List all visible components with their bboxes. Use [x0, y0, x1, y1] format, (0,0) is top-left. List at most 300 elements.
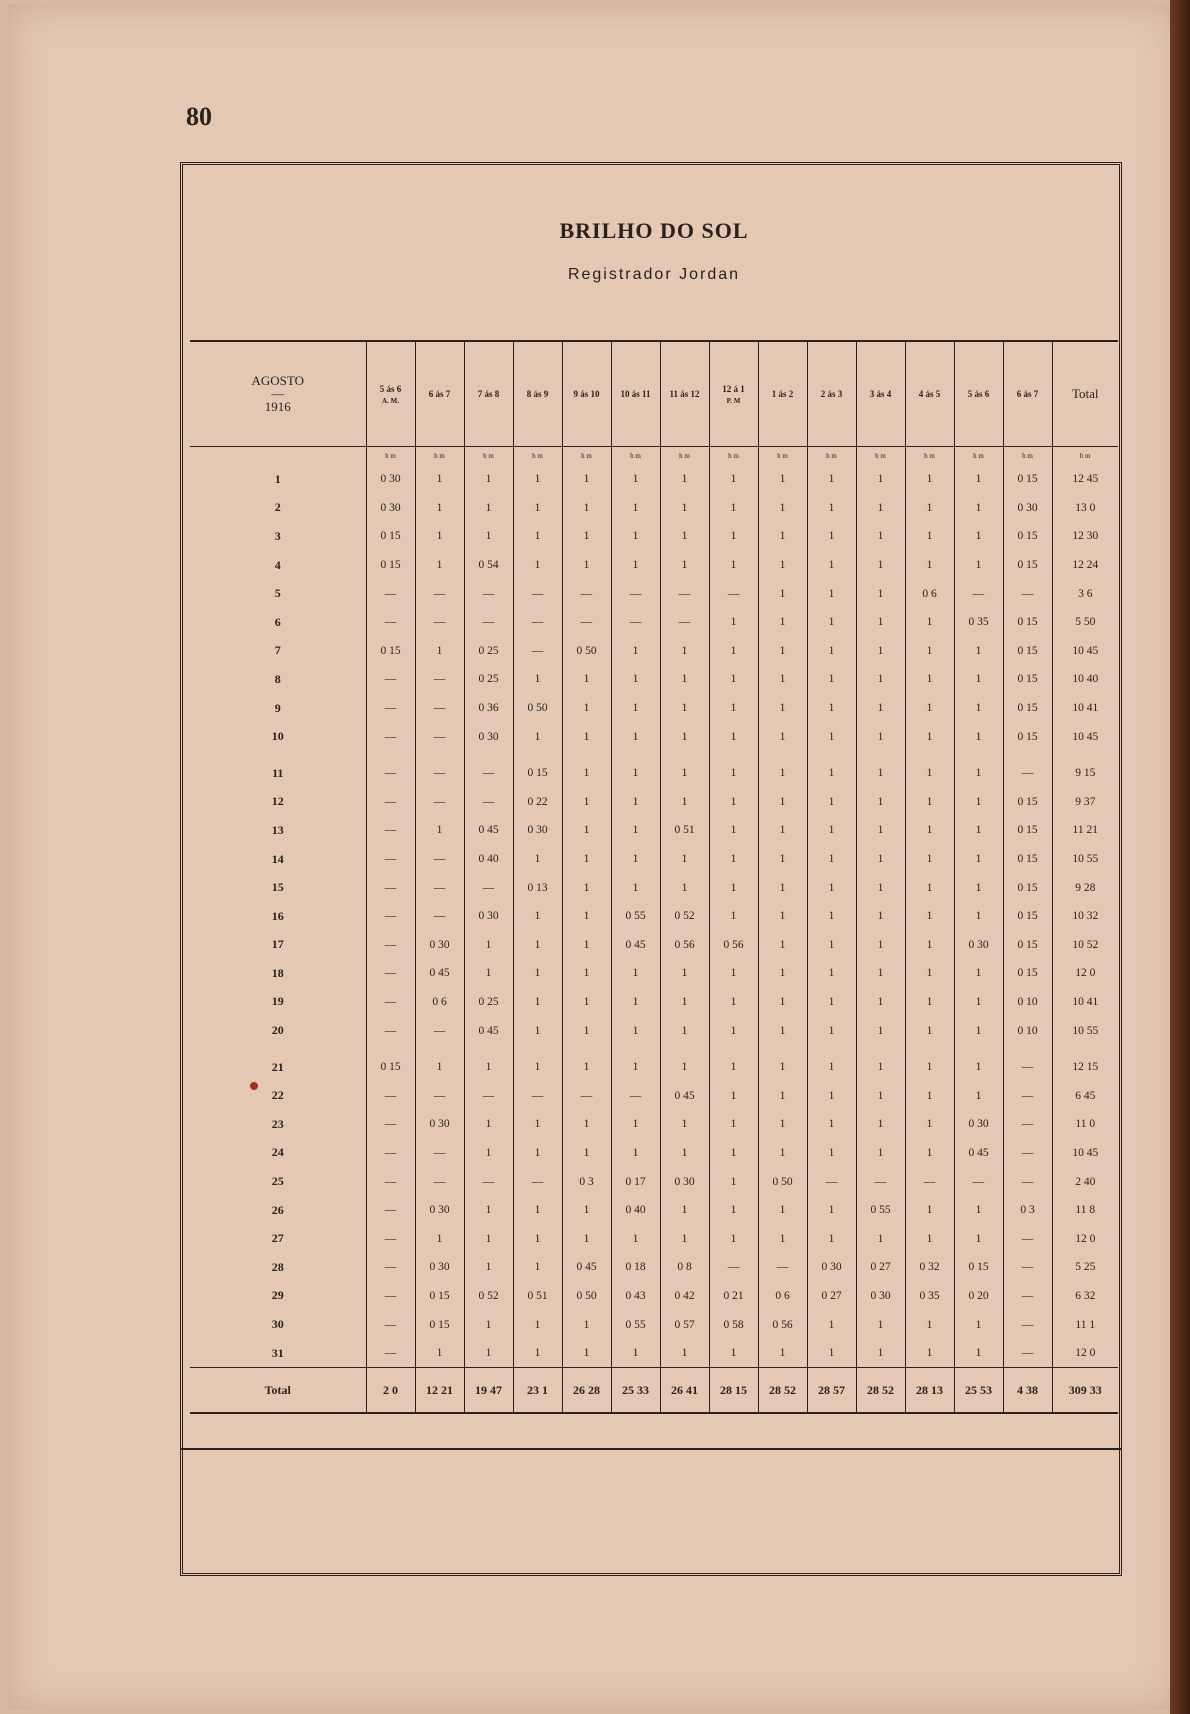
row-spacer: [190, 751, 1118, 759]
hour-value-cell: 0 15: [366, 1053, 415, 1082]
hour-value-cell: 1: [464, 1196, 513, 1225]
book-spine-edge: [1170, 0, 1190, 1714]
hour-value-cell: —: [1003, 579, 1052, 608]
hour-value-cell: 1: [611, 665, 660, 694]
hour-value-cell: 1: [758, 608, 807, 637]
hour-value-cell: 1: [856, 1310, 905, 1339]
hour-value-cell: 1: [758, 637, 807, 666]
day-number: 26: [271, 1202, 284, 1217]
hour-value-cell: —: [513, 637, 562, 666]
hour-value-cell: 1: [758, 665, 807, 694]
hour-value-cell: 1: [709, 665, 758, 694]
hour-value-cell: 0 30: [366, 465, 415, 494]
hour-value-cell: —: [415, 788, 464, 817]
column-total-cell: 28 52: [758, 1368, 807, 1414]
day-number: 5: [274, 586, 281, 601]
hour-value-cell: 1: [807, 522, 856, 551]
column-total-cell: 28 57: [807, 1368, 856, 1414]
day-number: 10: [271, 729, 284, 744]
hour-value-cell: 1: [954, 465, 1003, 494]
hour-value-cell: —: [415, 845, 464, 874]
hour-value-cell: 0 15: [1003, 551, 1052, 580]
row-total-cell: 12 15: [1052, 1053, 1118, 1082]
hour-column-label: 6 ás 7: [1016, 389, 1039, 399]
month-year: 1916: [264, 399, 291, 414]
hour-value-cell: —: [366, 1224, 415, 1253]
hour-value-cell: 1: [954, 759, 1003, 788]
hour-value-cell: —: [513, 1081, 562, 1110]
hour-value-cell: —: [1003, 1282, 1052, 1311]
hour-column-label: 9 ás 10: [573, 389, 600, 399]
hour-value-cell: 0 15: [1003, 788, 1052, 817]
hour-value-cell: 1: [807, 1310, 856, 1339]
hour-value-cell: 1: [856, 722, 905, 751]
hour-value-cell: 0 30: [954, 931, 1003, 960]
hour-value-cell: —: [1003, 1310, 1052, 1339]
hour-value-cell: 0 56: [709, 931, 758, 960]
hour-value-cell: 1: [415, 494, 464, 523]
hour-value-cell: 0 25: [464, 637, 513, 666]
hour-value-cell: 1: [954, 788, 1003, 817]
hour-value-cell: 0 50: [513, 694, 562, 723]
hour-value-cell: —: [415, 665, 464, 694]
hour-value-cell: 1: [758, 1110, 807, 1139]
hour-value-cell: 1: [905, 816, 954, 845]
hour-value-cell: 1: [709, 722, 758, 751]
hour-value-cell: 1: [611, 816, 660, 845]
column-total-cell: 12 21: [415, 1368, 464, 1414]
hour-value-cell: 1: [660, 665, 709, 694]
hour-value-cell: 1: [856, 788, 905, 817]
hour-value-cell: 0 30: [1003, 494, 1052, 523]
hour-column-header: [660, 342, 709, 447]
hour-value-cell: 1: [611, 959, 660, 988]
hour-column-header: [1003, 342, 1052, 447]
hour-value-cell: —: [366, 873, 415, 902]
hour-value-cell: 1: [464, 1253, 513, 1282]
hour-value-cell: 1: [513, 902, 562, 931]
hour-value-cell: —: [366, 1110, 415, 1139]
hour-value-cell: —: [954, 579, 1003, 608]
hour-value-cell: 0 30: [464, 902, 513, 931]
table-row: [190, 494, 1118, 523]
hour-value-cell: 1: [954, 988, 1003, 1017]
hour-value-cell: —: [562, 579, 611, 608]
day-number: 9: [274, 700, 281, 715]
spacer-cell: [807, 751, 856, 759]
hour-value-cell: 1: [660, 873, 709, 902]
hour-value-cell: —: [513, 1167, 562, 1196]
hour-value-cell: 1: [807, 551, 856, 580]
hour-value-cell: 0 13: [513, 873, 562, 902]
hour-value-cell: —: [366, 1253, 415, 1282]
hour-value-cell: 1: [415, 465, 464, 494]
hour-value-cell: —: [611, 608, 660, 637]
hour-value-cell: 1: [562, 816, 611, 845]
hour-value-cell: 1: [807, 1224, 856, 1253]
hour-column-header: [562, 342, 611, 447]
hour-value-cell: —: [415, 1016, 464, 1045]
hour-value-cell: 1: [660, 1339, 709, 1368]
hour-column-label: 6 ás 7: [428, 389, 451, 399]
hour-value-cell: 1: [562, 1016, 611, 1045]
table-row: [190, 1339, 1118, 1368]
hour-column-header: [905, 342, 954, 447]
column-total-cell: 19 47: [464, 1368, 513, 1414]
hour-value-cell: 0 55: [611, 902, 660, 931]
hour-value-cell: —: [366, 902, 415, 931]
hour-value-cell: 0 15: [415, 1310, 464, 1339]
hour-value-cell: 1: [758, 579, 807, 608]
hour-value-cell: 1: [856, 1081, 905, 1110]
hour-value-cell: 1: [611, 694, 660, 723]
hour-value-cell: 1: [660, 522, 709, 551]
hour-value-cell: —: [464, 608, 513, 637]
hour-value-cell: 1: [758, 845, 807, 874]
hour-value-cell: 1: [562, 1110, 611, 1139]
hour-value-cell: 1: [758, 959, 807, 988]
day-number: 30: [271, 1317, 284, 1332]
hour-value-cell: 1: [807, 873, 856, 902]
day-number: 8: [274, 671, 281, 686]
hour-value-cell: 1: [513, 465, 562, 494]
hour-value-cell: 1: [415, 1224, 464, 1253]
hour-value-cell: 0 52: [660, 902, 709, 931]
totals-label: Total: [190, 1368, 366, 1414]
table-row: [190, 1053, 1118, 1082]
hour-value-cell: —: [611, 579, 660, 608]
hour-value-cell: 0 45: [611, 931, 660, 960]
hour-value-cell: 1: [807, 579, 856, 608]
day-number: 23: [271, 1116, 284, 1131]
hour-value-cell: —: [366, 608, 415, 637]
table-row: [190, 1253, 1118, 1282]
hour-value-cell: 1: [807, 931, 856, 960]
table-body: [190, 465, 1118, 1368]
hour-value-cell: 1: [611, 722, 660, 751]
hour-value-cell: 1: [709, 551, 758, 580]
hour-value-cell: 1: [611, 1016, 660, 1045]
day-number: 11: [272, 765, 284, 780]
hour-value-cell: 1: [905, 1339, 954, 1368]
hour-value-cell: 0 30: [856, 1282, 905, 1311]
hour-value-cell: 0 15: [1003, 873, 1052, 902]
hour-value-cell: 1: [660, 1139, 709, 1168]
hour-value-cell: —: [513, 608, 562, 637]
column-total-cell: 25 33: [611, 1368, 660, 1414]
row-total-cell: 12 24: [1052, 551, 1118, 580]
hour-value-cell: 1: [562, 1053, 611, 1082]
hour-value-cell: 0 50: [758, 1167, 807, 1196]
table-row: [190, 694, 1118, 723]
hour-value-cell: 1: [415, 816, 464, 845]
hour-value-cell: 1: [807, 959, 856, 988]
hour-value-cell: 1: [758, 1139, 807, 1168]
hour-value-cell: 1: [611, 873, 660, 902]
row-total-cell: 11 21: [1052, 816, 1118, 845]
hour-value-cell: 1: [513, 845, 562, 874]
hour-value-cell: 1: [856, 637, 905, 666]
hour-value-cell: 1: [856, 1139, 905, 1168]
hour-column-header: [709, 342, 758, 447]
hour-value-cell: 1: [660, 1053, 709, 1082]
hour-value-cell: 1: [905, 1224, 954, 1253]
hour-value-cell: —: [1003, 1081, 1052, 1110]
hour-value-cell: 1: [464, 959, 513, 988]
hour-value-cell: —: [415, 722, 464, 751]
spacer-cell: [660, 751, 709, 759]
hour-value-cell: 1: [562, 465, 611, 494]
hour-value-cell: 1: [611, 465, 660, 494]
hour-column-label: 1 ás 2: [771, 389, 794, 399]
hour-value-cell: 0 55: [611, 1310, 660, 1339]
row-total-cell: 12 0: [1052, 1339, 1118, 1368]
hour-value-cell: —: [464, 579, 513, 608]
hour-value-cell: 1: [562, 494, 611, 523]
hour-value-cell: 1: [856, 759, 905, 788]
day-number: 15: [271, 880, 284, 895]
unit-label: h m: [366, 447, 415, 466]
hour-value-cell: 0 30: [464, 722, 513, 751]
row-total-cell: 10 32: [1052, 902, 1118, 931]
table-row: [190, 845, 1118, 874]
hour-value-cell: 0 45: [415, 959, 464, 988]
table-row: [190, 1139, 1118, 1168]
row-total-cell: 10 45: [1052, 722, 1118, 751]
unit-label: h m: [513, 447, 562, 466]
hour-value-cell: 1: [562, 845, 611, 874]
hour-value-cell: 1: [807, 988, 856, 1017]
hour-value-cell: 1: [464, 1139, 513, 1168]
hour-value-cell: 0 42: [660, 1282, 709, 1311]
hour-value-cell: 1: [905, 722, 954, 751]
hour-value-cell: —: [366, 694, 415, 723]
hour-value-cell: 0 20: [954, 1282, 1003, 1311]
row-total-cell: 6 45: [1052, 1081, 1118, 1110]
hour-value-cell: 1: [660, 1110, 709, 1139]
hour-value-cell: 0 6: [415, 988, 464, 1017]
hour-value-cell: 1: [464, 1110, 513, 1139]
hour-value-cell: 1: [709, 1053, 758, 1082]
hour-value-cell: —: [1003, 1139, 1052, 1168]
hour-value-cell: 1: [611, 494, 660, 523]
hour-value-cell: 0 27: [807, 1282, 856, 1311]
table-row: [190, 1167, 1118, 1196]
row-total-cell: 10 52: [1052, 931, 1118, 960]
hour-value-cell: 1: [758, 902, 807, 931]
hour-value-cell: 0 15: [954, 1253, 1003, 1282]
unit-label: h m: [562, 447, 611, 466]
hour-column-label: 4 ás 5: [918, 389, 941, 399]
hour-value-cell: 1: [807, 1339, 856, 1368]
row-total-cell: 10 41: [1052, 988, 1118, 1017]
table-row: [190, 988, 1118, 1017]
hour-value-cell: 1: [464, 1310, 513, 1339]
hour-value-cell: —: [562, 1081, 611, 1110]
spacer-cell: [856, 1045, 905, 1053]
hour-value-cell: 1: [954, 637, 1003, 666]
hour-value-cell: 1: [905, 1081, 954, 1110]
page-subtitle: Registrador Jordan: [567, 266, 741, 283]
hour-value-cell: 0 25: [464, 665, 513, 694]
hour-column-label: 8 ás 9: [526, 389, 549, 399]
hour-column-label: 7 ás 8: [477, 389, 500, 399]
hour-value-cell: 0 35: [954, 608, 1003, 637]
hour-column-label: 2 ás 3: [820, 389, 843, 399]
spacer-cell: [1052, 1045, 1118, 1053]
column-total-cell: 25 53: [954, 1368, 1003, 1414]
hour-value-cell: 1: [611, 1110, 660, 1139]
hour-value-cell: 1: [562, 1196, 611, 1225]
hour-value-cell: 1: [856, 988, 905, 1017]
hour-value-cell: 1: [905, 1110, 954, 1139]
hour-value-cell: 1: [954, 1016, 1003, 1045]
hour-value-cell: 0 50: [562, 637, 611, 666]
hour-value-cell: 1: [758, 1339, 807, 1368]
row-total-cell: 10 45: [1052, 1139, 1118, 1168]
spacer-cell: [190, 1045, 366, 1053]
hour-value-cell: 0 8: [660, 1253, 709, 1282]
column-total-cell: 26 28: [562, 1368, 611, 1414]
month-dash: —: [271, 386, 285, 401]
hour-value-cell: 1: [513, 722, 562, 751]
hour-column-header: [807, 342, 856, 447]
hour-value-cell: 1: [709, 988, 758, 1017]
day-number: 1: [274, 471, 281, 486]
hour-value-cell: 0 15: [1003, 845, 1052, 874]
hour-value-cell: 1: [513, 522, 562, 551]
hour-value-cell: 1: [660, 959, 709, 988]
table-row: [190, 1282, 1118, 1311]
hour-value-cell: 1: [905, 959, 954, 988]
unit-label: h m: [954, 447, 1003, 466]
hour-value-cell: 0 15: [1003, 694, 1052, 723]
hour-value-cell: 1: [709, 1196, 758, 1225]
spacer-cell: [366, 1045, 415, 1053]
hour-value-cell: —: [1003, 759, 1052, 788]
hour-value-cell: 1: [415, 1339, 464, 1368]
table-row: [190, 1016, 1118, 1045]
hour-value-cell: 1: [415, 1053, 464, 1082]
hour-value-cell: 1: [562, 759, 611, 788]
hour-value-cell: 1: [905, 1139, 954, 1168]
table-row: [190, 759, 1118, 788]
title-box: [190, 162, 1118, 342]
hour-value-cell: 0 40: [611, 1196, 660, 1225]
page-number: 80: [186, 102, 212, 131]
table-row: [190, 902, 1118, 931]
hour-value-cell: 0 30: [660, 1167, 709, 1196]
hour-value-cell: 1: [611, 522, 660, 551]
hour-value-cell: —: [464, 1167, 513, 1196]
hour-value-cell: 0 15: [513, 759, 562, 788]
hour-value-cell: 1: [611, 759, 660, 788]
row-total-cell: 2 40: [1052, 1167, 1118, 1196]
hour-value-cell: 1: [709, 1167, 758, 1196]
hour-value-cell: 1: [807, 788, 856, 817]
unit-label: h m: [709, 447, 758, 466]
hour-value-cell: —: [415, 902, 464, 931]
hour-value-cell: 0 50: [562, 1282, 611, 1311]
hour-value-cell: —: [415, 579, 464, 608]
hour-value-cell: 1: [807, 816, 856, 845]
hour-value-cell: 1: [709, 522, 758, 551]
spacer-cell: [709, 751, 758, 759]
hour-value-cell: 1: [807, 1016, 856, 1045]
hour-value-cell: 0 15: [1003, 665, 1052, 694]
row-total-cell: 11 8: [1052, 1196, 1118, 1225]
hour-value-cell: 0 27: [856, 1253, 905, 1282]
column-total-cell: 28 15: [709, 1368, 758, 1414]
hour-value-cell: 1: [709, 1081, 758, 1110]
hour-value-cell: 1: [611, 1339, 660, 1368]
hour-value-cell: 1: [611, 637, 660, 666]
hour-value-cell: 1: [611, 1224, 660, 1253]
hour-value-cell: 1: [709, 1224, 758, 1253]
spacer-cell: [464, 1045, 513, 1053]
table-row: [190, 579, 1118, 608]
hour-value-cell: 1: [905, 1053, 954, 1082]
hour-value-cell: 1: [856, 465, 905, 494]
hour-value-cell: 1: [905, 665, 954, 694]
hour-column-header: [611, 342, 660, 447]
hour-column-label: 5 ás 6: [967, 389, 990, 399]
hour-value-cell: 1: [758, 759, 807, 788]
spacer-cell: [709, 1045, 758, 1053]
hour-value-cell: 0 36: [464, 694, 513, 723]
row-total-cell: 6 32: [1052, 1282, 1118, 1311]
hour-value-cell: 1: [758, 931, 807, 960]
hour-value-cell: 1: [464, 1053, 513, 1082]
hour-value-cell: 0 51: [513, 1282, 562, 1311]
hour-value-cell: 0 15: [1003, 902, 1052, 931]
hour-value-cell: 1: [905, 845, 954, 874]
day-number: 27: [271, 1231, 284, 1246]
totals-row: [190, 1368, 1118, 1414]
hour-value-cell: 1: [905, 988, 954, 1017]
hour-value-cell: 1: [807, 465, 856, 494]
spacer-cell: [415, 751, 464, 759]
hour-value-cell: —: [366, 959, 415, 988]
hour-value-cell: 1: [807, 902, 856, 931]
hour-value-cell: —: [415, 1081, 464, 1110]
hour-value-cell: 1: [513, 1224, 562, 1253]
unit-label: h m: [856, 447, 905, 466]
day-number: 17: [271, 937, 284, 952]
hour-value-cell: 1: [464, 1339, 513, 1368]
hour-value-cell: 0 45: [464, 816, 513, 845]
hour-value-cell: 1: [709, 608, 758, 637]
hour-value-cell: 1: [954, 1053, 1003, 1082]
hour-value-cell: —: [611, 1081, 660, 1110]
hour-value-cell: —: [905, 1167, 954, 1196]
hour-value-cell: 1: [660, 1016, 709, 1045]
day-number: 16: [271, 908, 284, 923]
hour-value-cell: 1: [856, 694, 905, 723]
hour-value-cell: 1: [513, 1053, 562, 1082]
hour-value-cell: 0 45: [954, 1139, 1003, 1168]
hour-value-cell: 1: [660, 759, 709, 788]
spacer-cell: [856, 751, 905, 759]
hour-column-label: 10 ás 11: [620, 389, 651, 399]
hour-value-cell: 1: [807, 722, 856, 751]
hour-value-cell: 1: [954, 845, 1003, 874]
hour-value-cell: 1: [807, 1053, 856, 1082]
hour-value-cell: 0 10: [1003, 1016, 1052, 1045]
hour-value-cell: 1: [562, 959, 611, 988]
spacer-cell: [905, 751, 954, 759]
hour-value-cell: 1: [905, 873, 954, 902]
